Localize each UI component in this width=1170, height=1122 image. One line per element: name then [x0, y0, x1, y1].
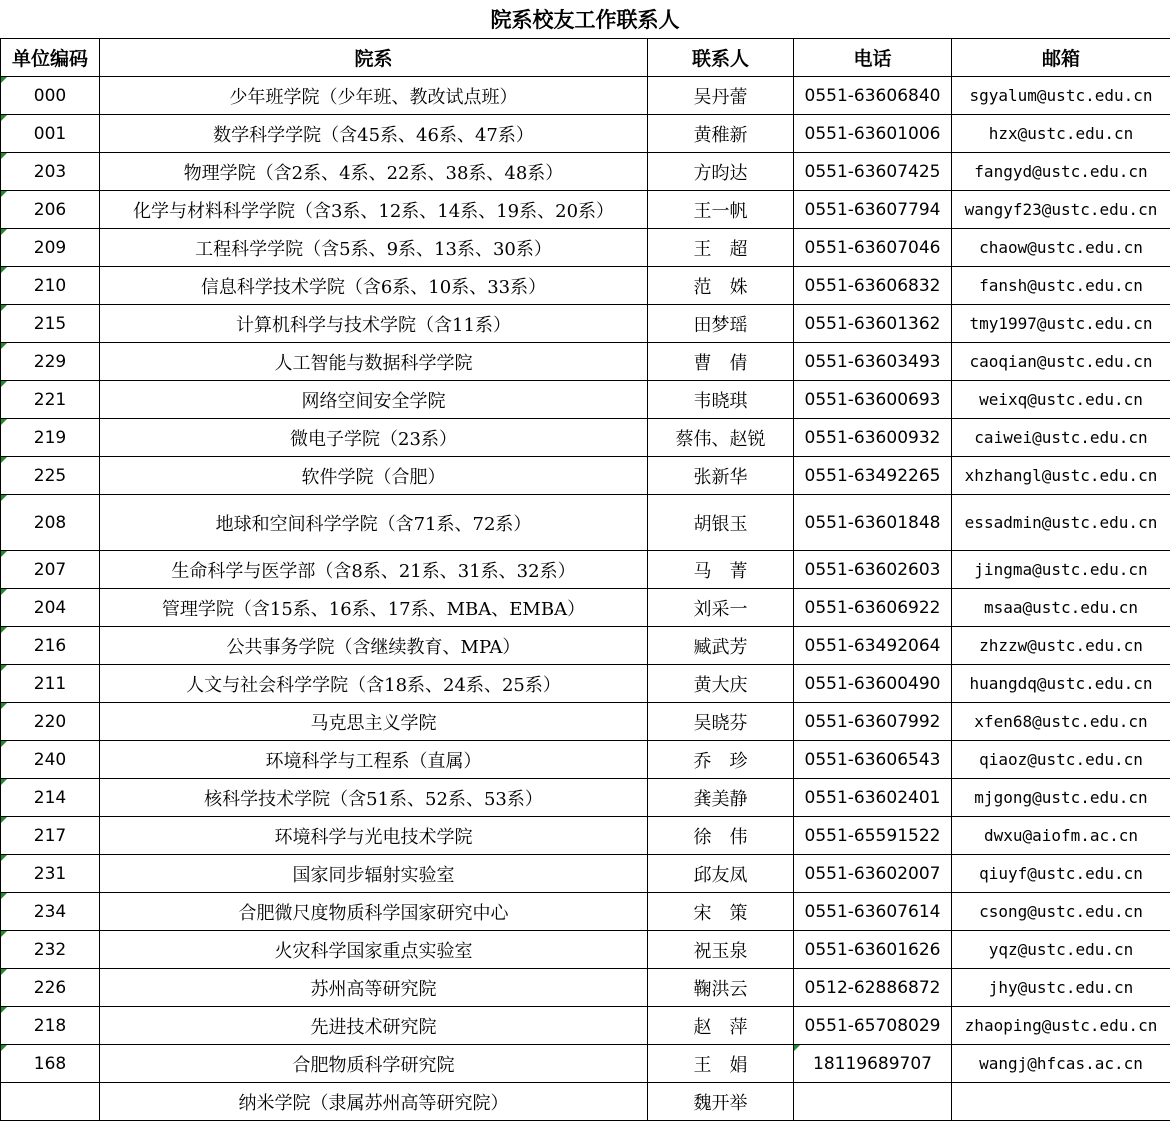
table-row — [1, 589, 1170, 627]
cell-code: 206 — [1, 191, 100, 229]
cell-contact: 范 姝 — [648, 267, 794, 305]
contacts-table — [0, 38, 1170, 1121]
cell-email: xfen68@ustc.edu.cn — [952, 703, 1170, 741]
table-row — [1, 779, 1170, 817]
table-row — [1, 1083, 1170, 1121]
cell-email: fansh@ustc.edu.cn — [952, 267, 1170, 305]
cell-code: 208 — [1, 495, 100, 551]
cell-dept: 物理学院（含2系、4系、22系、38系、48系） — [100, 153, 648, 191]
cell-dept: 核科学技术学院（含51系、52系、53系） — [100, 779, 648, 817]
table-row — [1, 153, 1170, 191]
cell-contact: 胡银玉 — [648, 495, 794, 551]
table-header-row — [1, 39, 1170, 77]
cell-dept: 先进技术研究院 — [100, 1007, 648, 1045]
cell-dept: 信息科学技术学院（含6系、10系、33系） — [100, 267, 648, 305]
cell-phone: 0551-63607614 — [794, 893, 952, 931]
cell-dept: 软件学院（合肥） — [100, 457, 648, 495]
cell-phone: 0551-63606832 — [794, 267, 952, 305]
cell-email: weixq@ustc.edu.cn — [952, 381, 1170, 419]
cell-contact: 徐 伟 — [648, 817, 794, 855]
table-row — [1, 1007, 1170, 1045]
cell-email: hzx@ustc.edu.cn — [952, 115, 1170, 153]
table-row — [1, 495, 1170, 551]
cell-phone: 0512-62886872 — [794, 969, 952, 1007]
cell-email: chaow@ustc.edu.cn — [952, 229, 1170, 267]
table-row — [1, 267, 1170, 305]
cell-contact: 王 超 — [648, 229, 794, 267]
cell-phone: 0551-63601362 — [794, 305, 952, 343]
table-row — [1, 855, 1170, 893]
cell-email: csong@ustc.edu.cn — [952, 893, 1170, 931]
cell-contact: 吴晓芬 — [648, 703, 794, 741]
table-row — [1, 419, 1170, 457]
cell-contact: 王 娟 — [648, 1045, 794, 1083]
cell-dept: 工程科学学院（含5系、9系、13系、30系） — [100, 229, 648, 267]
cell-contact: 田梦瑶 — [648, 305, 794, 343]
cell-code: 226 — [1, 969, 100, 1007]
cell-code: 209 — [1, 229, 100, 267]
cell-code: 240 — [1, 741, 100, 779]
cell-email: wangyf23@ustc.edu.cn — [952, 191, 1170, 229]
cell-dept: 微电子学院（23系） — [100, 419, 648, 457]
cell-contact: 臧武芳 — [648, 627, 794, 665]
cell-code — [1, 1083, 100, 1121]
table-row — [1, 77, 1170, 115]
cell-email: qiaoz@ustc.edu.cn — [952, 741, 1170, 779]
cell-contact: 龚美静 — [648, 779, 794, 817]
cell-dept: 合肥微尺度物质科学国家研究中心 — [100, 893, 648, 931]
cell-dept: 少年班学院（少年班、教改试点班） — [100, 77, 648, 115]
cell-dept: 火灾科学国家重点实验室 — [100, 931, 648, 969]
table-row — [1, 817, 1170, 855]
cell-dept: 化学与材料科学学院（含3系、12系、14系、19系、20系） — [100, 191, 648, 229]
cell-contact: 赵 萍 — [648, 1007, 794, 1045]
cell-code: 229 — [1, 343, 100, 381]
cell-code: 234 — [1, 893, 100, 931]
cell-dept: 纳米学院（隶属苏州高等研究院） — [100, 1083, 648, 1121]
cell-phone: 0551-63602603 — [794, 551, 952, 589]
cell-code: 221 — [1, 381, 100, 419]
cell-phone: 0551-63607425 — [794, 153, 952, 191]
cell-code: 168 — [1, 1045, 100, 1083]
cell-contact: 祝玉泉 — [648, 931, 794, 969]
cell-email: huangdq@ustc.edu.cn — [952, 665, 1170, 703]
cell-email: wangj@hfcas.ac.cn — [952, 1045, 1170, 1083]
header-contact: 联系人 — [648, 39, 794, 77]
cell-email: tmy1997@ustc.edu.cn — [952, 305, 1170, 343]
cell-email: xhzhangl@ustc.edu.cn — [952, 457, 1170, 495]
header-dept: 院系 — [100, 39, 648, 77]
cell-email: msaa@ustc.edu.cn — [952, 589, 1170, 627]
cell-code: 214 — [1, 779, 100, 817]
table-row — [1, 1045, 1170, 1083]
cell-code: 217 — [1, 817, 100, 855]
cell-dept: 生命科学与医学部（含8系、21系、31系、32系） — [100, 551, 648, 589]
cell-phone: 0551-63600490 — [794, 665, 952, 703]
cell-code: 204 — [1, 589, 100, 627]
cell-phone: 0551-63601626 — [794, 931, 952, 969]
cell-phone: 0551-63601848 — [794, 495, 952, 551]
cell-contact: 宋 策 — [648, 893, 794, 931]
cell-contact: 邱友凤 — [648, 855, 794, 893]
cell-code: 218 — [1, 1007, 100, 1045]
cell-code: 219 — [1, 419, 100, 457]
table-row — [1, 229, 1170, 267]
cell-dept: 网络空间安全学院 — [100, 381, 648, 419]
cell-contact: 韦晓琪 — [648, 381, 794, 419]
cell-contact: 方昀达 — [648, 153, 794, 191]
cell-contact: 黄稚新 — [648, 115, 794, 153]
cell-code: 000 — [1, 77, 100, 115]
table-row — [1, 115, 1170, 153]
cell-email: jingma@ustc.edu.cn — [952, 551, 1170, 589]
cell-phone: 0551-63600932 — [794, 419, 952, 457]
cell-phone: 0551-63607992 — [794, 703, 952, 741]
cell-email: yqz@ustc.edu.cn — [952, 931, 1170, 969]
cell-dept: 公共事务学院（含继续教育、MPA） — [100, 627, 648, 665]
cell-email: sgyalum@ustc.edu.cn — [952, 77, 1170, 115]
table-row — [1, 741, 1170, 779]
cell-phone: 0551-63602007 — [794, 855, 952, 893]
cell-contact: 乔 珍 — [648, 741, 794, 779]
cell-phone — [794, 1083, 952, 1121]
cell-email: zhzzw@ustc.edu.cn — [952, 627, 1170, 665]
table-row — [1, 305, 1170, 343]
cell-contact: 蔡伟、赵锐 — [648, 419, 794, 457]
cell-code: 210 — [1, 267, 100, 305]
cell-email: fangyd@ustc.edu.cn — [952, 153, 1170, 191]
cell-dept: 马克思主义学院 — [100, 703, 648, 741]
cell-dept: 计算机科学与技术学院（含11系） — [100, 305, 648, 343]
cell-phone: 0551-63606840 — [794, 77, 952, 115]
cell-contact: 王一帆 — [648, 191, 794, 229]
table-row — [1, 343, 1170, 381]
cell-code: 216 — [1, 627, 100, 665]
cell-dept: 环境科学与光电技术学院 — [100, 817, 648, 855]
cell-phone: 0551-63607794 — [794, 191, 952, 229]
cell-dept: 地球和空间科学学院（含71系、72系） — [100, 495, 648, 551]
cell-code: 203 — [1, 153, 100, 191]
cell-code: 215 — [1, 305, 100, 343]
cell-contact: 曹 倩 — [648, 343, 794, 381]
cell-email: jhy@ustc.edu.cn — [952, 969, 1170, 1007]
cell-phone: 0551-65591522 — [794, 817, 952, 855]
header-code: 单位编码 — [1, 39, 100, 77]
cell-email: mjgong@ustc.edu.cn — [952, 779, 1170, 817]
cell-phone: 0551-63606922 — [794, 589, 952, 627]
cell-email: caoqian@ustc.edu.cn — [952, 343, 1170, 381]
cell-phone: 0551-63603493 — [794, 343, 952, 381]
cell-email — [952, 1083, 1170, 1121]
cell-email: qiuyf@ustc.edu.cn — [952, 855, 1170, 893]
cell-dept: 国家同步辐射实验室 — [100, 855, 648, 893]
cell-email: dwxu@aiofm.ac.cn — [952, 817, 1170, 855]
cell-phone: 0551-63492265 — [794, 457, 952, 495]
cell-contact: 张新华 — [648, 457, 794, 495]
page-title: 院系校友工作联系人 — [490, 7, 680, 32]
table-row — [1, 703, 1170, 741]
cell-phone: 0551-63602401 — [794, 779, 952, 817]
cell-phone: 0551-63601006 — [794, 115, 952, 153]
cell-phone: 0551-65708029 — [794, 1007, 952, 1045]
header-email: 邮箱 — [952, 39, 1170, 77]
cell-contact: 吴丹蕾 — [648, 77, 794, 115]
cell-phone: 0551-63606543 — [794, 741, 952, 779]
cell-code: 211 — [1, 665, 100, 703]
table-row — [1, 893, 1170, 931]
cell-code: 220 — [1, 703, 100, 741]
table-row — [1, 931, 1170, 969]
cell-phone: 0551-63492064 — [794, 627, 952, 665]
cell-dept: 人工智能与数据科学学院 — [100, 343, 648, 381]
table-row — [1, 191, 1170, 229]
header-phone: 电话 — [794, 39, 952, 77]
cell-email: caiwei@ustc.edu.cn — [952, 419, 1170, 457]
cell-dept: 环境科学与工程系（直属） — [100, 741, 648, 779]
cell-dept: 数学科学学院（含45系、46系、47系） — [100, 115, 648, 153]
cell-code: 231 — [1, 855, 100, 893]
cell-dept: 苏州高等研究院 — [100, 969, 648, 1007]
cell-email: essadmin@ustc.edu.cn — [952, 495, 1170, 551]
table-row — [1, 665, 1170, 703]
cell-contact: 魏开举 — [648, 1083, 794, 1121]
cell-phone: 18119689707 — [794, 1045, 952, 1083]
cell-contact: 刘采一 — [648, 589, 794, 627]
cell-dept: 管理学院（含15系、16系、17系、MBA、EMBA） — [100, 589, 648, 627]
table-row — [1, 551, 1170, 589]
cell-contact: 黄大庆 — [648, 665, 794, 703]
cell-dept: 合肥物质科学研究院 — [100, 1045, 648, 1083]
cell-phone: 0551-63607046 — [794, 229, 952, 267]
table-row — [1, 969, 1170, 1007]
cell-dept: 人文与社会科学学院（含18系、24系、25系） — [100, 665, 648, 703]
cell-phone: 0551-63600693 — [794, 381, 952, 419]
cell-code: 225 — [1, 457, 100, 495]
cell-code: 001 — [1, 115, 100, 153]
cell-email: zhaoping@ustc.edu.cn — [952, 1007, 1170, 1045]
cell-contact: 马 菁 — [648, 551, 794, 589]
table-row — [1, 457, 1170, 495]
cell-code: 207 — [1, 551, 100, 589]
cell-contact: 鞠洪云 — [648, 969, 794, 1007]
cell-code: 232 — [1, 931, 100, 969]
table-row — [1, 381, 1170, 419]
table-row — [1, 627, 1170, 665]
